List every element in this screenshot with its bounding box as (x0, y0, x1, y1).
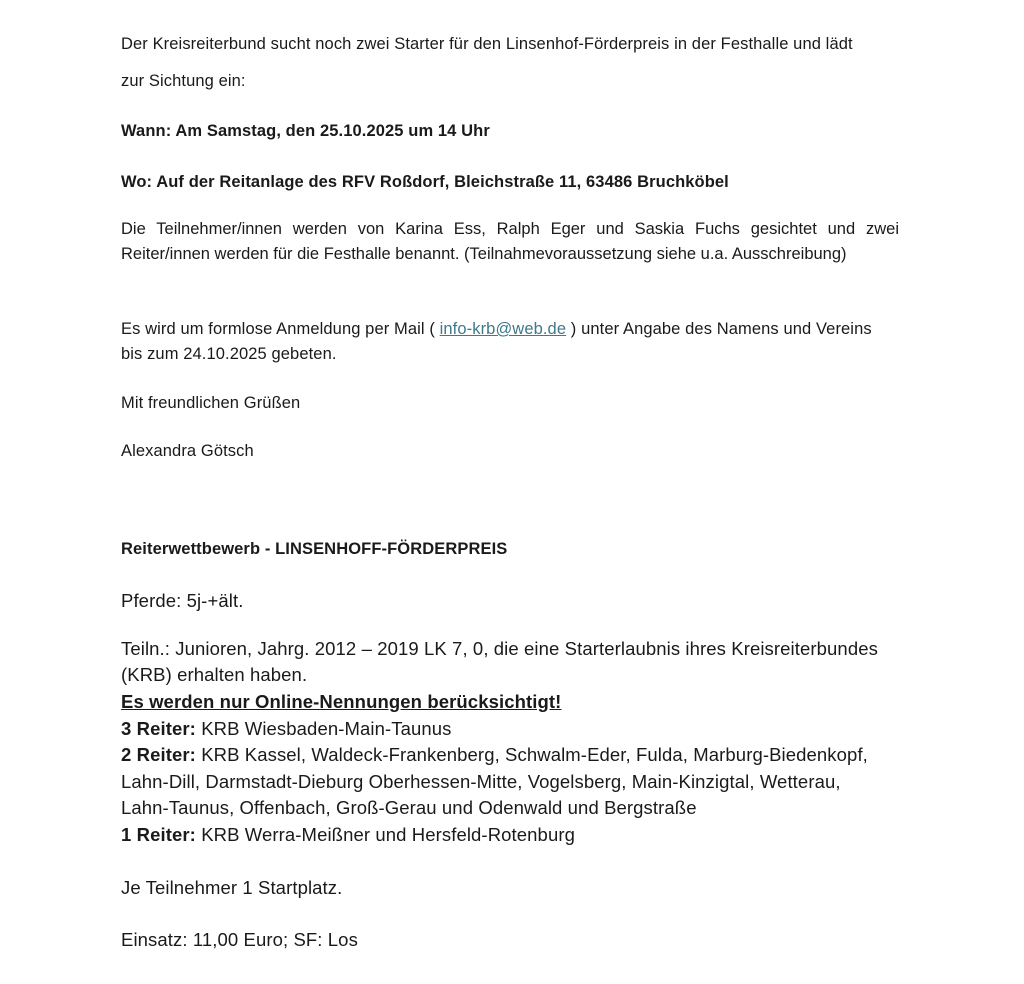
registration-line-1 (121, 320, 872, 339)
event-location: Wo: Auf der Reitanlage des RFV Roßdorf, Bleichstraße 11, 63486 Bruchköbel (121, 173, 729, 191)
signature-name: Alexandra Götsch (121, 442, 254, 460)
rider-count-label: 3 Reiter: (121, 718, 196, 739)
email-link[interactable]: info-krb@web.de (439, 320, 567, 338)
participants-paragraph: Die Teilnehmer/innen werden von Karina Ess, Ralph Eger und Saskia Fuchs gesichtet und zwei Reiter/innen werden für die Festhalle benannt. (Teilnahmevoraussetzung siehe u.a. Ausschreibung) (121, 220, 899, 263)
rider-allocation-text: KRB Wiesbaden-Main-Taunus (201, 718, 452, 739)
rider-allocation-1 (121, 824, 575, 846)
registration-text-before: Es wird um formlose Anmeldung per Mail ( (121, 320, 440, 338)
intro-line-2: zur Sichtung ein: (121, 72, 246, 90)
online-entries-notice: Es werden nur Online-Nennungen berücksichtigt! (121, 691, 562, 712)
participants-requirement-line-2: (KRB) erhalten haben. (121, 664, 308, 685)
event-date: Wann: Am Samstag, den 25.10.2025 um 14 Uhr (121, 122, 490, 140)
rider-count-label: 1 Reiter: (121, 824, 196, 845)
registration-line-2: bis zum 24.10.2025 gebeten. (121, 345, 337, 363)
registration-text-after: ) unter Angabe des Namens und Vereins (566, 320, 872, 338)
participants-requirement-line-1: Teiln.: Junioren, Jahrg. 2012 – 2019 LK 7, 0, die eine Starterlaubnis ihres Kreisreiterbundes (121, 638, 878, 659)
rider-allocation-2 (121, 744, 868, 766)
horses-requirement: Pferde: 5j-+ält. (121, 590, 244, 611)
entry-fee: Einsatz: 11,00 Euro; SF: Los (121, 929, 358, 950)
tender-heading: Reiterwettbewerb - LINSENHOFF-FÖRDERPREIS (121, 540, 508, 558)
rider-allocation-2-continued: Lahn-Dill, Darmstadt-Dieburg Oberhessen-Mitte, Vogelsberg, Main-Kinzigtal, Wetterau, (121, 771, 841, 792)
intro-line-1: Der Kreisreiterbund sucht noch zwei Starter für den Linsenhof-Förderpreis in der Festhalle und lädt (121, 35, 853, 53)
rider-allocation-text: KRB Kassel, Waldeck-Frankenberg, Schwalm-Eder, Fulda, Marburg-Biedenkopf, (201, 744, 868, 765)
rider-allocation-2-continued: Lahn-Taunus, Offenbach, Groß-Gerau und Odenwald und Bergstraße (121, 797, 697, 818)
rider-allocation-3 (121, 718, 452, 740)
rider-allocation-text: KRB Werra-Meißner und Hersfeld-Rotenburg (201, 824, 575, 845)
closing-greeting: Mit freundlichen Grüßen (121, 394, 301, 412)
start-places: Je Teilnehmer 1 Startplatz. (121, 877, 343, 898)
rider-count-label: 2 Reiter: (121, 744, 196, 765)
